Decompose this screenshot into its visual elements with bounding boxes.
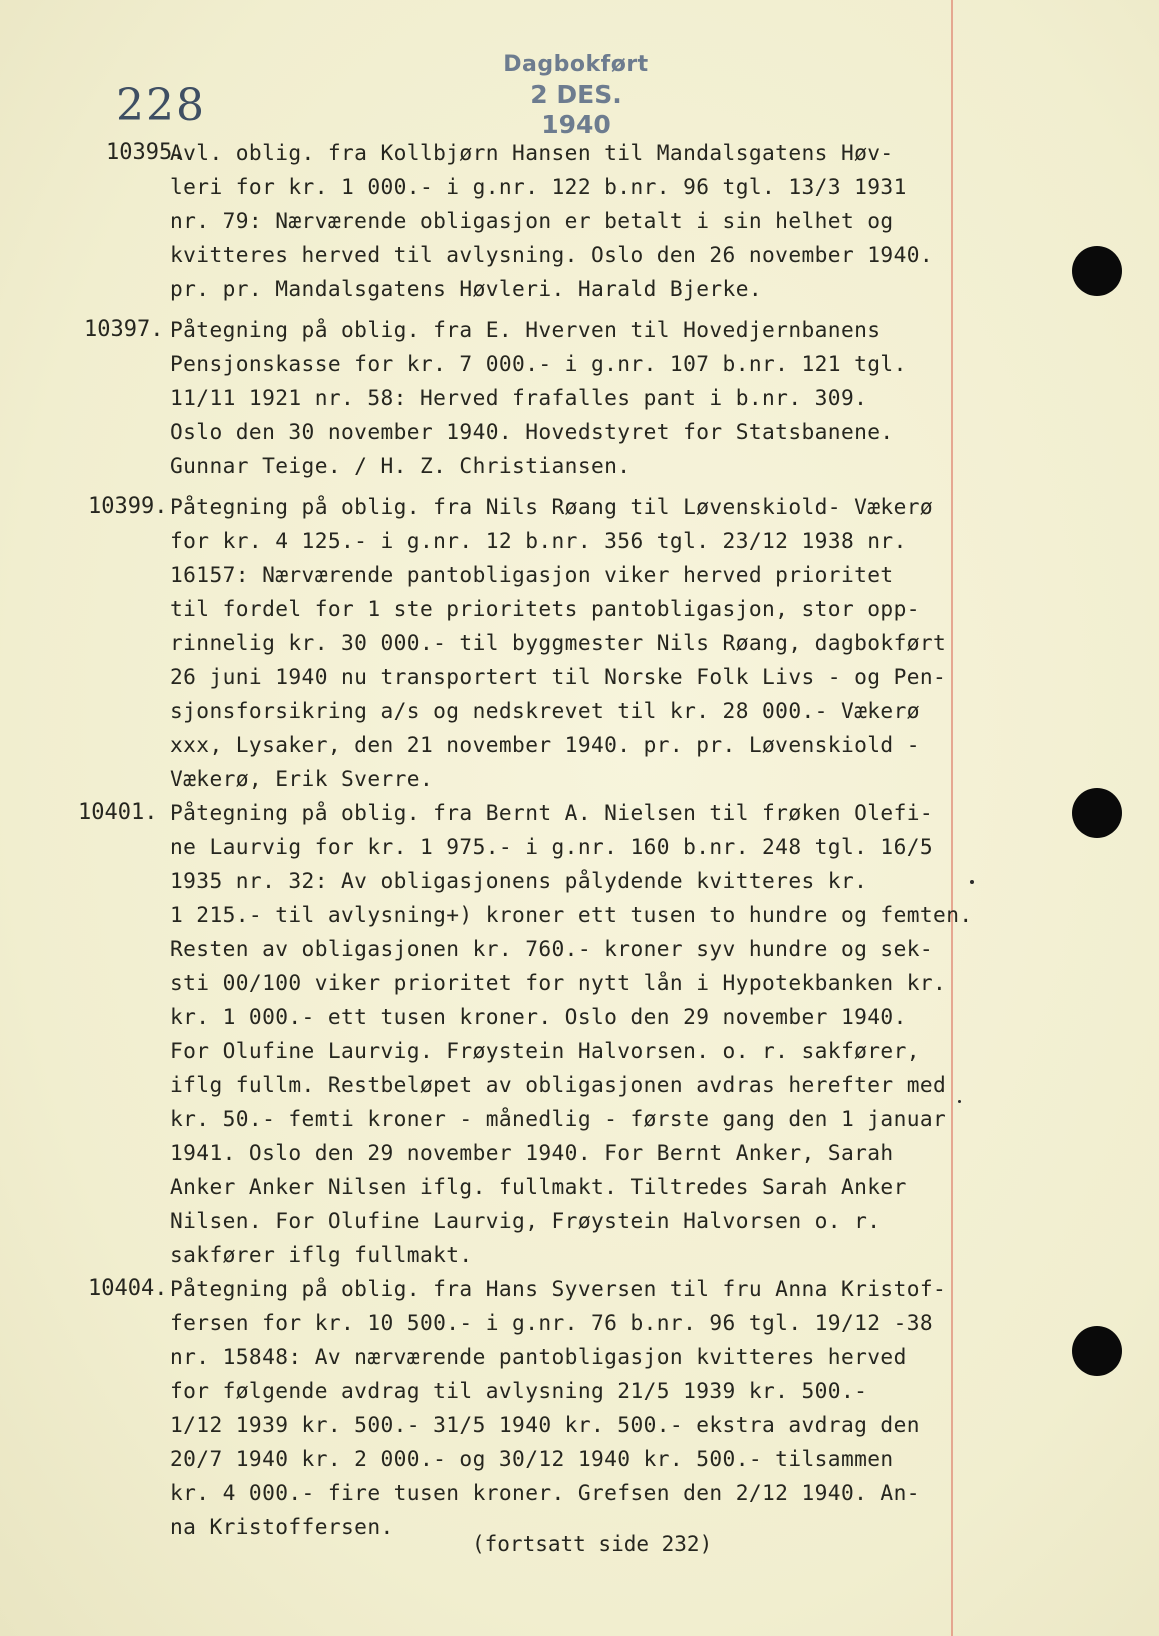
entry-text	[170, 796, 973, 1272]
punch-hole-icon	[1072, 788, 1122, 838]
registration-stamp	[496, 50, 656, 140]
entry-number: 10397.	[84, 317, 164, 342]
entry-line: for kr. 4 125.- i g.nr. 12 b.nr. 356 tgl. 23/12 1938 nr.	[170, 528, 907, 553]
entry-line: rinnelig kr. 30 000.- til byggmester Nils Røang, dagbokført	[170, 630, 947, 655]
entry-line: xxx, Lysaker, den 21 november 1940. pr. pr. Løvenskiold -	[170, 732, 920, 757]
entry-line: 1/12 1939 kr. 500.- 31/5 1940 kr. 500.- ekstra avdrag den	[170, 1412, 920, 1437]
entry-line: leri for kr. 1 000.- i g.nr. 122 b.nr. 96 tgl. 13/3 1931	[170, 174, 907, 199]
entry-line: iflg fullm. Restbeløpet av obligasjonen avdras herefter med	[170, 1072, 947, 1097]
entry-line: sakfører iflg fullmakt.	[170, 1242, 473, 1267]
entry-line: 11/11 1921 nr. 58: Herved frafalles pant i b.nr. 309.	[170, 385, 868, 410]
punch-hole-icon	[1072, 1326, 1122, 1376]
entry-line: Påtegning på oblig. fra Hans Syversen til fru Anna Kristof-	[170, 1276, 947, 1301]
entry-line: nr. 15848: Av nærværende pantobligasjon kvitteres herved	[170, 1344, 907, 1369]
entry-line: nr. 79: Nærværende obligasjon er betalt i sin helhet og	[170, 208, 894, 233]
entry-line: pr. pr. Mandalsgatens Høvleri. Harald Bjerke.	[170, 276, 763, 301]
stamp-line-2: 2 DES. 1940	[530, 80, 622, 139]
page-number: 228	[116, 80, 206, 131]
entry-line: kvitteres herved til avlysning. Oslo den 26 november 1940.	[170, 242, 934, 267]
entry-text	[170, 1272, 946, 1544]
entry-line: 16157: Nærværende pantobligasjon viker herved prioritet	[170, 562, 894, 587]
entry-line: for følgende avdrag til avlysning 21/5 1939 kr. 500.-	[170, 1378, 868, 1403]
entry-number: 10401.	[78, 800, 158, 825]
entry-number: 10399.	[88, 494, 168, 519]
continued-note: (fortsatt side 232)	[472, 1532, 713, 1556]
punch-hole-icon	[1072, 246, 1122, 296]
entry-line: 1941. Oslo den 29 november 1940. For Bernt Anker, Sarah	[170, 1140, 894, 1165]
entry-line: Påtegning på oblig. fra Bernt A. Nielsen til frøken Olefi-	[170, 800, 934, 825]
entry-line: 1 215.- til avlysning+) kroner ett tusen to hundre og femten.	[170, 902, 973, 927]
entry-line: sjonsforsikring a/s og nedskrevet til kr. 28 000.- Vækerø	[170, 698, 920, 723]
entry-number: 10404.	[88, 1276, 168, 1301]
entry-line: Anker Anker Nilsen iflg. fullmakt. Tiltredes Sarah Anker	[170, 1174, 907, 1199]
entry-text	[170, 136, 933, 306]
speck	[958, 1100, 961, 1103]
entry-line: Påtegning på oblig. fra Nils Røang til Løvenskiold- Vækerø	[170, 494, 934, 519]
entry-line: 1935 nr. 32: Av obligasjonens pålydende kvitteres kr.	[170, 868, 868, 893]
entry-line: For Olufine Laurvig. Frøystein Halvorsen. o. r. sakfører,	[170, 1038, 920, 1063]
entry-line: 26 juni 1940 nu transportert til Norske Folk Livs - og Pen-	[170, 664, 947, 689]
entry-line: sti 00/100 viker prioritet for nytt lån i Hypotekbanken kr.	[170, 970, 947, 995]
entry-number: 10395.	[106, 140, 186, 165]
entry-line: til fordel for 1 ste prioritets pantobligasjon, stor opp-	[170, 596, 920, 621]
stamp-line-1: Dagbokført	[503, 52, 649, 77]
entry-line: kr. 4 000.- fire tusen kroner. Grefsen den 2/12 1940. An-	[170, 1480, 920, 1505]
entry-text	[170, 490, 946, 796]
entry-line: Påtegning på oblig. fra E. Hverven til Hovedjernbanens	[170, 317, 881, 342]
entry-line: Pensjonskasse for kr. 7 000.- i g.nr. 107 b.nr. 121 tgl.	[170, 351, 907, 376]
entry-line: kr. 1 000.- ett tusen kroner. Oslo den 29 november 1940.	[170, 1004, 907, 1029]
entry-line: Resten av obligasjonen kr. 760.- kroner syv hundre og sek-	[170, 936, 934, 961]
entry-line: Oslo den 30 november 1940. Hovedstyret for Statsbanene.	[170, 419, 894, 444]
entry-line: ne Laurvig for kr. 1 975.- i g.nr. 160 b.nr. 248 tgl. 16/5	[170, 834, 934, 859]
speck	[970, 880, 974, 884]
entry-line: Avl. oblig. fra Kollbjørn Hansen til Mandalsgatens Høv-	[170, 140, 894, 165]
entry-line: Nilsen. For Olufine Laurvig, Frøystein Halvorsen o. r.	[170, 1208, 881, 1233]
entry-text	[170, 313, 907, 483]
entry-line: Gunnar Teige. / H. Z. Christiansen.	[170, 453, 631, 478]
entry-line: Vækerø, Erik Sverre.	[170, 766, 434, 791]
entry-line: na Kristoffersen.	[170, 1514, 394, 1539]
entry-line: 20/7 1940 kr. 2 000.- og 30/12 1940 kr. 500.- tilsammen	[170, 1446, 894, 1471]
entry-line: fersen for kr. 10 500.- i g.nr. 76 b.nr. 96 tgl. 19/12 -38	[170, 1310, 934, 1335]
entry-line: kr. 50.- femti kroner - månedlig - første gang den 1 januar	[170, 1106, 947, 1131]
